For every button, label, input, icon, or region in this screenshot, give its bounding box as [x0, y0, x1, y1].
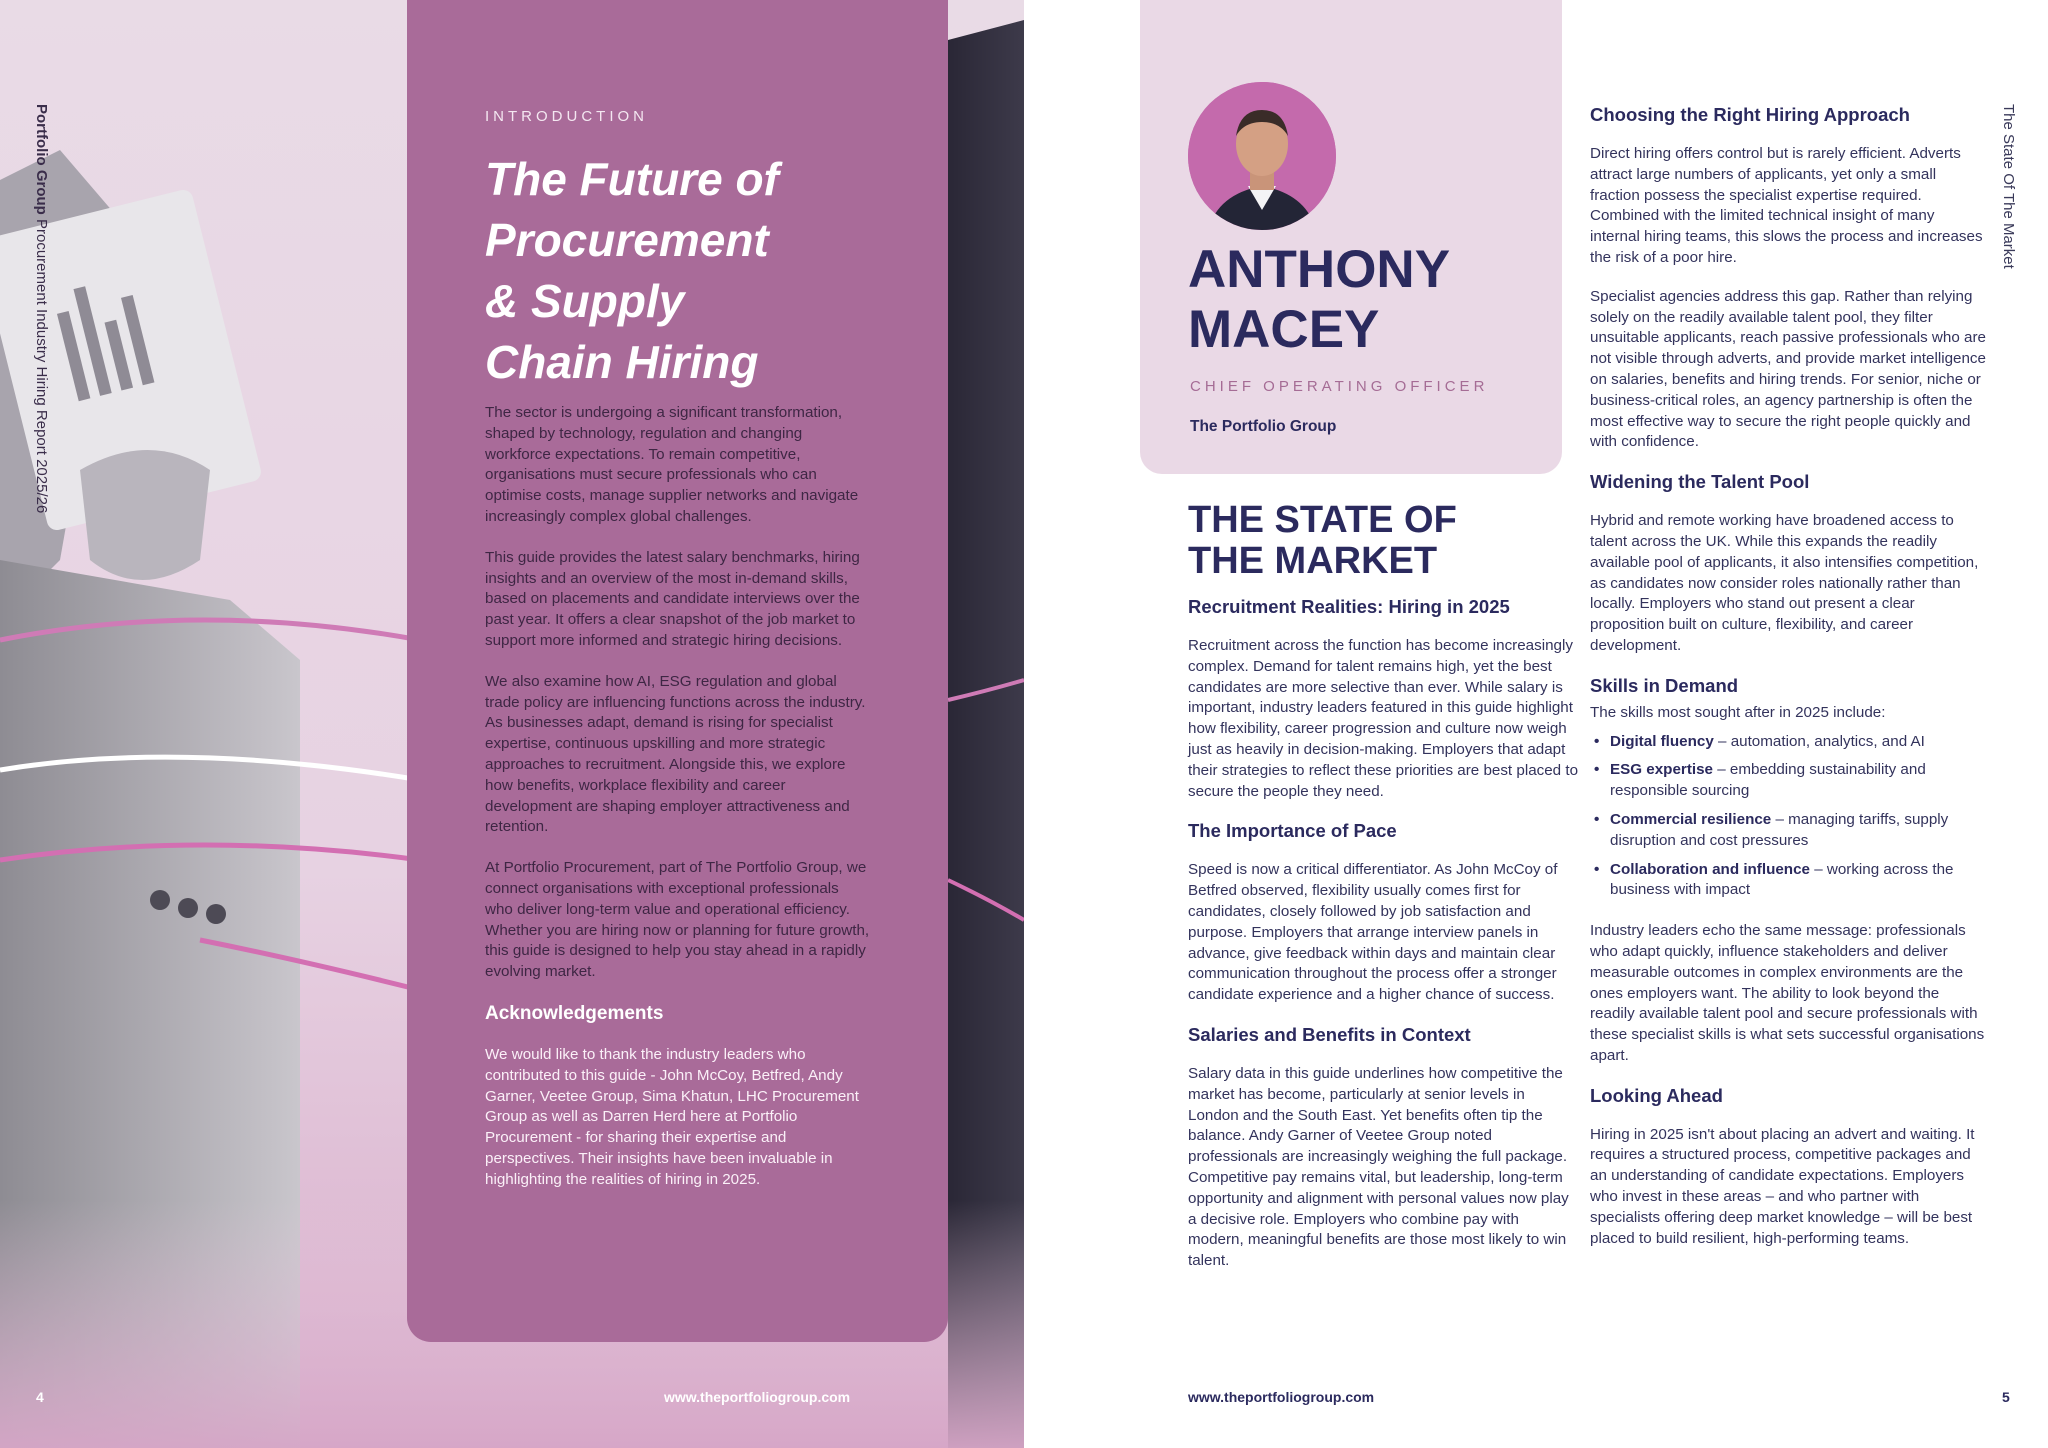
body-paragraph: Speed is now a critical differentiator. As John McCoy of Betfred observed, flexibility usually comes first for candidates, closely followed by job satisfaction and purpose. Employers that arrange interview panels in advance, give feedback within days and maintain clear communication throughout the process offer a stronger candidate experience and a higher chance of success.	[1188, 861, 1558, 1004]
avatar	[1188, 82, 1336, 230]
profile-card	[1140, 0, 1562, 474]
title-line: Chain Hiring	[485, 336, 759, 388]
title-line: Procurement	[485, 214, 769, 266]
list-item	[1590, 732, 1986, 753]
profile-company: The Portfolio Group	[1190, 418, 1337, 435]
intro-paragraph: The sector is undergoing a significant transformation, shaped by technology, regulation and changing workforce expectations. To remain competitive, organisations must secure professionals who can optimise costs, manage supplier networks and navigate increasingly complex global challenges.	[485, 404, 859, 525]
subheading: Choosing the Right Hiring Approach	[1590, 104, 1910, 125]
subheading: Salaries and Benefits in Context	[1188, 1023, 1471, 1045]
skill-name: Digital fluency	[1610, 732, 1714, 750]
body-paragraph: The skills most sought after in 2025 include:	[1590, 703, 1886, 721]
body-paragraph: Salary data in this guide underlines how competitive the market has become, particularly at senior levels in London and the South East. Yet benefits often tip the balance. Andy Garner of Veetee Group noted professionals are increasingly weighing the full package. Competitive pay remains vital, but leadership, long-term opportunity and alignment with personal values now play a decisive role. Employers who combine pay with modern, meaningful benefits are those most likely to win talent.	[1188, 1064, 1569, 1270]
title-line: & Supply	[485, 275, 685, 327]
report-vertical-label	[26, 104, 56, 544]
intro-paragraph: At Portfolio Procurement, part of The Portfolio Group, we connect organisations with exceptional professionals who deliver long-term value and operational efficiency. Whether you are hiring now or planning for future growth, this guide is designed to help you stay ahead in a rapidly evolving market.	[485, 859, 870, 981]
section-title	[1188, 500, 1578, 582]
body-paragraph: Hiring in 2025 isn't about placing an advert and waiting. It requires a structured process, competitive packages and an understanding of candidate expectations. Employers who invest in these areas – and who partner with specialists offering deep market knowledge – will be best placed to build resilient, high-performing teams.	[1590, 1125, 1975, 1247]
report-brand: Portfolio Group	[33, 104, 50, 215]
list-item	[1590, 860, 1986, 902]
section-vertical-label	[1995, 104, 2025, 304]
list-item	[1590, 810, 1986, 852]
skill-name: Collaboration and influence	[1610, 860, 1810, 878]
website-link[interactable]: www.theportfoliogroup.com	[664, 1389, 851, 1405]
intro-paragraph: We also examine how AI, ESG regulation and global trade policy are influencing functions across the industry. As businesses adapt, demand is rising for specialist expertise, continuous upskilling and more strategic approaches to recruitment. Alongside this, we explore how benefits, workplace flexibility and career development are shaping employer attractiveness and retention.	[485, 672, 866, 836]
subheading: The Importance of Pace	[1188, 820, 1397, 842]
section-vertical-text: The State Of The Market	[2000, 104, 2017, 269]
intro-paragraph: This guide provides the latest salary benchmarks, hiring insights and an overview of the most in-demand skills, based on placements and candidate interviews over the past year. It offers a clear snapshot of the job market to support more informed and strategic hiring decisions.	[485, 548, 860, 649]
subheading: Looking Ahead	[1590, 1084, 1723, 1106]
report-subtitle: Procurement Industry Hiring Report 2025/26	[33, 214, 50, 514]
body-paragraph: Hybrid and remote working have broadened access to talent across the UK. While this expands the readily available pool of applicants, it also intensifies competition, as candidates now consider roles nationally rather than locally. Employers who stand out present a clear proposition built on culture, flexibility, and career development.	[1590, 512, 1979, 654]
profile-name	[1188, 240, 1548, 360]
introduction-panel	[407, 0, 948, 1342]
body-paragraph: Recruitment across the function has become increasingly complex. Demand for talent remains high, yet the best candidates are more selective than ever. While salary is important, industry leaders featured in this guide highlight how flexibility, career progression and culture now weigh just as heavily in decision-making. Employers that adapt their strategies to reflect these priorities are best placed to secure the people they need.	[1188, 637, 1579, 800]
portrait-photo	[1188, 82, 1336, 230]
acknowledgements-text: We would like to thank the industry leaders who contributed to this guide - John McCoy, Betfred, Andy Garner, Veetee Group, Sima Khatun, LHC Procurement Group as well as Darren Herd here at Portfolio Procurement - for sharing their expertise and perspectives. Their insights have been invaluable in highlighting the realities of hiring in 2025.	[485, 1045, 859, 1188]
page-number: 4	[36, 1389, 44, 1405]
middle-column	[1188, 500, 1578, 1290]
title-line: The Future of	[485, 153, 779, 205]
skill-detail: – managing tariffs, supply disruption and cost pressures	[1610, 810, 1949, 849]
subheading: Recruitment Realities: Hiring in 2025	[1188, 596, 1510, 617]
acknowledgements-heading: Acknowledgements	[485, 1002, 664, 1024]
list-item	[1590, 760, 1986, 802]
intro-title	[485, 149, 870, 393]
body-paragraph: Industry leaders echo the same message: professionals who adapt quickly, influence stakeholders and deliver measurable outcomes in complex environments are the ones employers want. The ability to look beyond the readily available talent pool and secure professionals with these specialist skills is what sets successful organisations apart.	[1590, 922, 1985, 1064]
title-line: THE MARKET	[1188, 540, 1438, 582]
name-line: MACEY	[1188, 300, 1380, 359]
page-number: 5	[2002, 1389, 2010, 1405]
skills-list	[1590, 732, 1986, 902]
subheading: Skills in Demand	[1590, 674, 1739, 696]
title-line: THE STATE OF	[1188, 499, 1457, 541]
name-line: ANTHONY	[1188, 240, 1451, 299]
skill-detail: – embedding sustainability and responsible sourcing	[1610, 761, 1926, 800]
skill-name: ESG expertise	[1610, 761, 1713, 779]
right-column	[1590, 104, 1986, 1267]
website-link[interactable]: www.theportfoliogroup.com	[1188, 1389, 1375, 1405]
body-paragraph: Direct hiring offers control but is rarely efficient. Adverts attract large numbers of applicants, yet only a small fraction possess the specialist expertise required. Combined with the limited technical insight of many internal hiring teams, this slows the process and increases the risk of a poor hire.	[1590, 145, 1983, 266]
skill-name: Commercial resilience	[1610, 810, 1772, 828]
skill-detail: – working across the business with impact	[1610, 860, 1954, 899]
skill-detail: – automation, analytics, and AI	[1713, 732, 1925, 750]
subheading: Widening the Talent Pool	[1590, 471, 1810, 493]
body-paragraph: Specialist agencies address this gap. Rather than relying solely on the readily available talent pool, they filter unsuitable applicants, reach passive professionals who are not visible through adverts, and provide market intelligence on salaries, benefits and hiring trends. For senior, niche or business-critical roles, an agency partnership is often the most effective way to secure the right people quickly and with confidence.	[1590, 287, 1986, 451]
profile-role: CHIEF OPERATING OFFICER	[1190, 378, 1489, 395]
section-eyebrow: INTRODUCTION	[485, 108, 648, 125]
